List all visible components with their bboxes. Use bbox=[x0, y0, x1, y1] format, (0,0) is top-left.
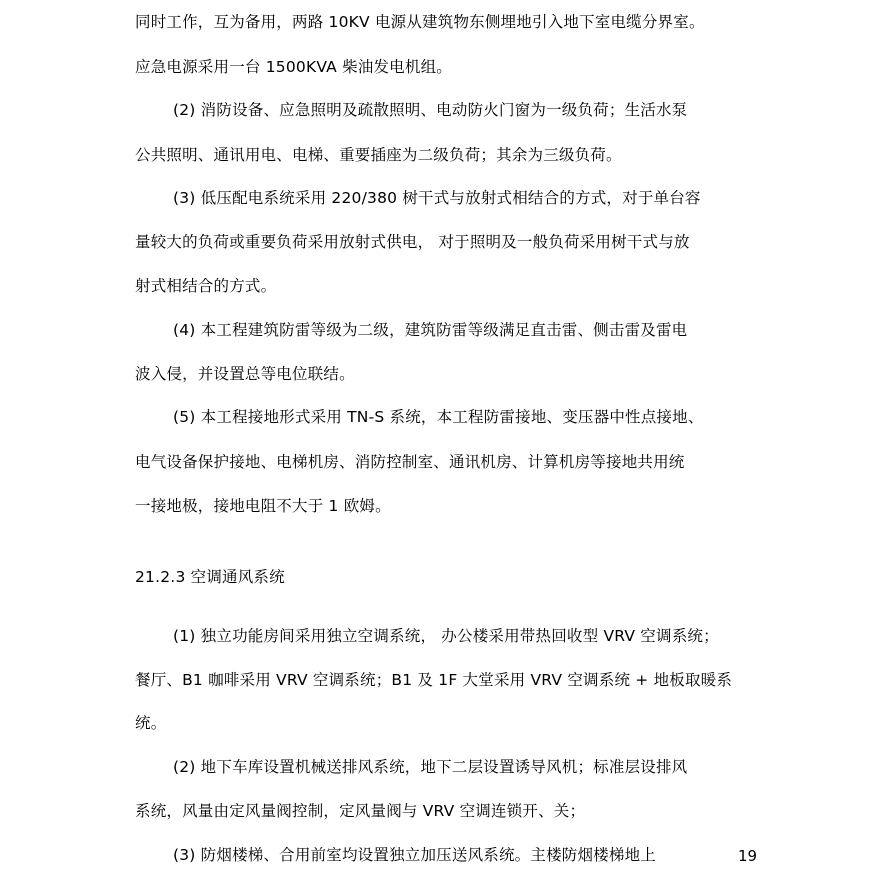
page-number: 19 bbox=[738, 847, 758, 865]
text-line: 波入侵，并设置总等电位联结。 bbox=[135, 365, 355, 383]
text-line: 量较大的负荷或重要负荷采用放射式供电， 对于照明及一般负荷采用树干式与放 bbox=[135, 233, 690, 251]
text-line: 一接地极，接地电阻不大于 1 欧姆。 bbox=[135, 497, 391, 515]
text-line: 应急电源采用一台 1500KVA 柴油发电机组。 bbox=[135, 58, 452, 76]
text-line: 系统，风量由定风量阀控制，定风量阀与 VRV 空调连锁开、关； bbox=[135, 802, 586, 820]
text-line: 射式相结合的方式。 bbox=[135, 277, 277, 295]
text-line: 统。 bbox=[135, 714, 167, 732]
text-line: 电气设备保护接地、电梯机房、消防控制室、通讯机房、计算机房等接地共用统 bbox=[135, 453, 685, 471]
text-line: (2) 地下车库设置机械送排风系统，地下二层设置诱导风机；标准层设排风 bbox=[173, 758, 688, 776]
text-line: 餐厅、B1 咖啡采用 VRV 空调系统；B1 及 1F 大堂采用 VRV 空调系统 + 地板取暖系 bbox=[135, 671, 733, 689]
text-line: (3) 防烟楼梯、合用前室均设置独立加压送风系统。主楼防烟楼梯地上 bbox=[173, 846, 656, 864]
text-line: (5) 本工程接地形式采用 TN-S 系统，本工程防雷接地、变压器中性点接地、 bbox=[173, 408, 704, 426]
section-heading: 21.2.3 空调通风系统 bbox=[135, 568, 285, 586]
text-line: (1) 独立功能房间采用独立空调系统， 办公楼采用带热回收型 VRV 空调系统； bbox=[173, 627, 719, 645]
text-line: 公共照明、通讯用电、电梯、重要插座为二级负荷；其余为三级负荷。 bbox=[135, 146, 622, 164]
text-line: (4) 本工程建筑防雷等级为二级，建筑防雷等级满足直击雷、侧击雷及雷电 bbox=[173, 321, 688, 339]
text-line: 同时工作，互为备用，两路 10KV 电源从建筑物东侧埋地引入地下室电缆分界室。 bbox=[135, 13, 705, 31]
text-line: (3) 低压配电系统采用 220/380 树干式与放射式相结合的方式，对于单台容 bbox=[173, 189, 701, 207]
text-line: (2) 消防设备、应急照明及疏散照明、电动防火门窗为一级负荷；生活水泵 bbox=[173, 101, 688, 119]
